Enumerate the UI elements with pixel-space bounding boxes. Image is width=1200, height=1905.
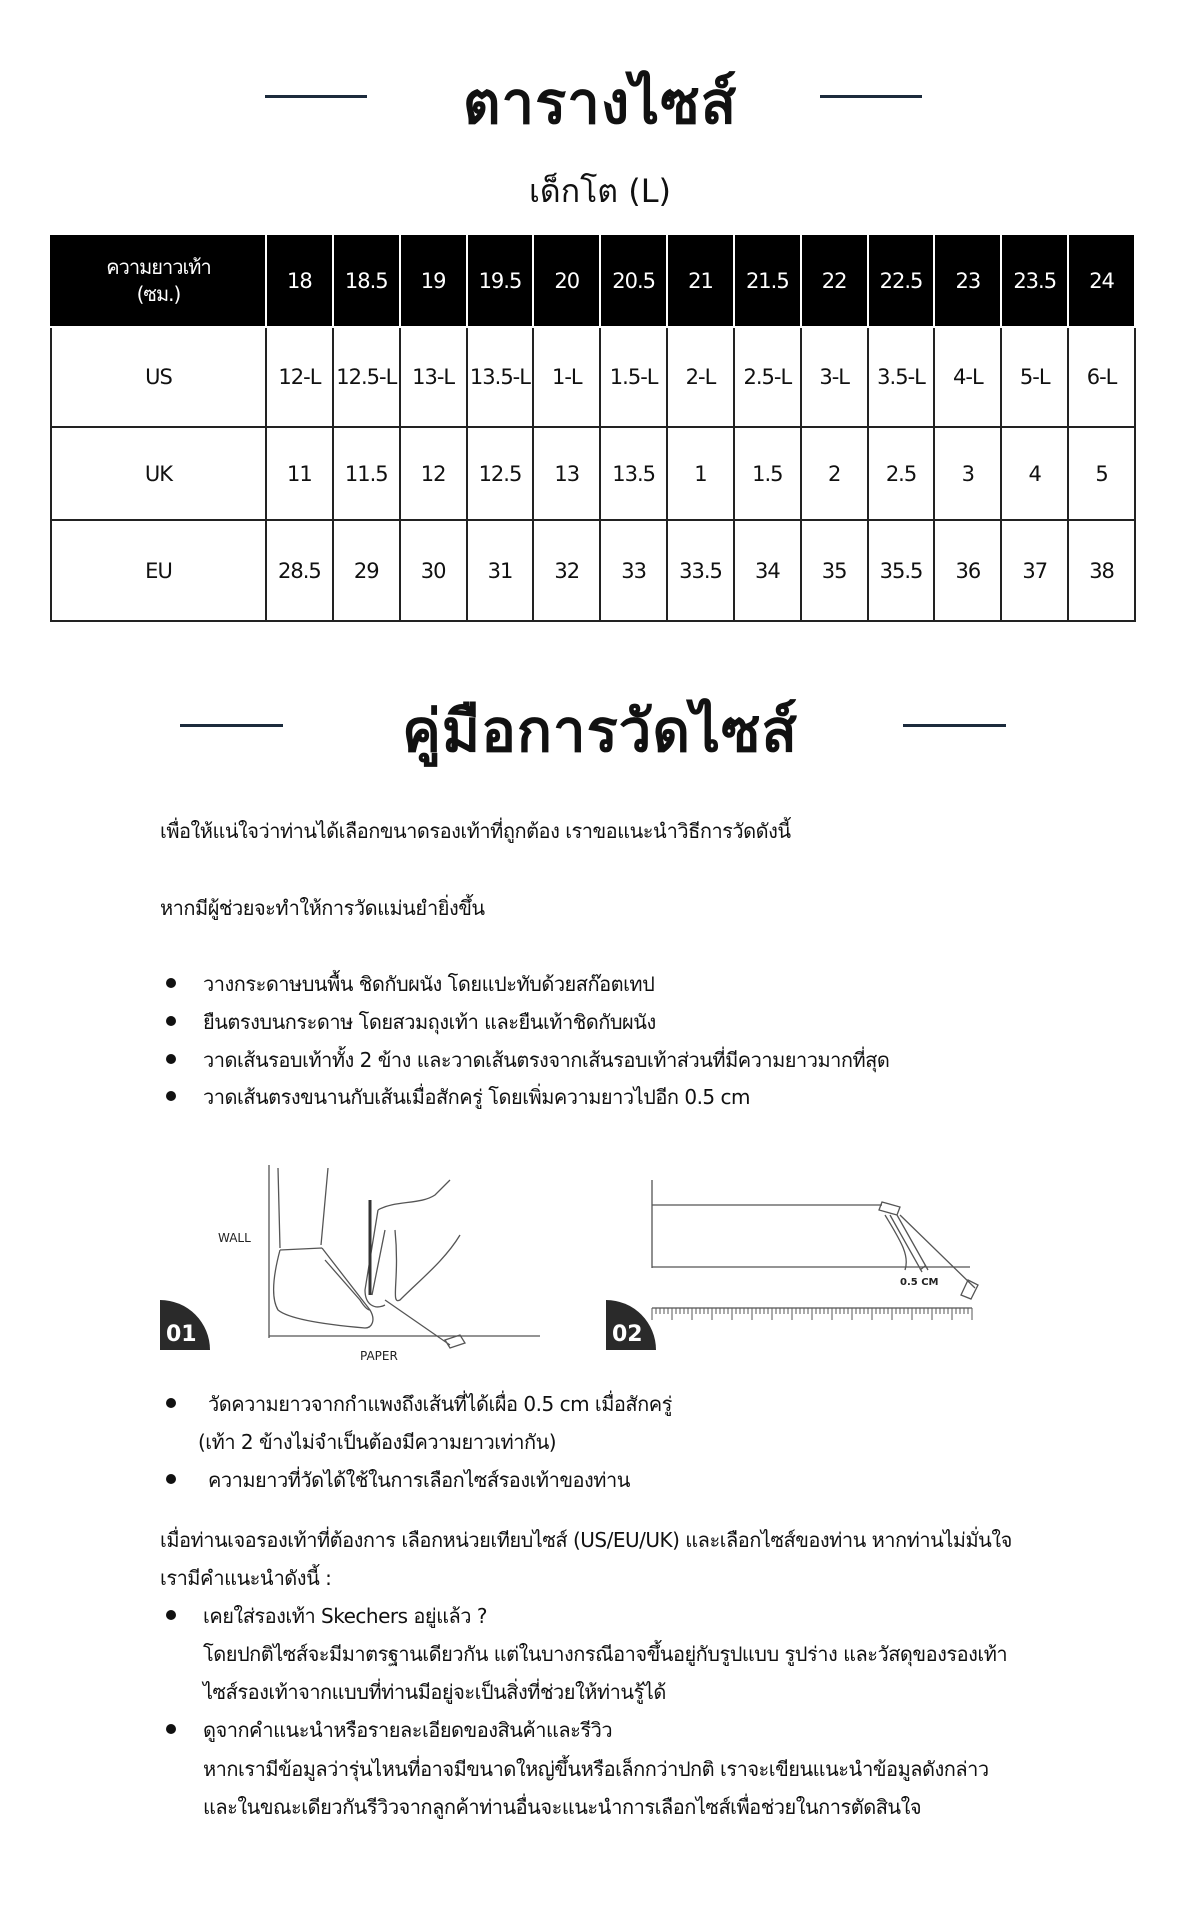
wall-label: WALL bbox=[218, 1231, 251, 1245]
table-row-uk bbox=[51, 427, 1135, 520]
tip-heading: เคยใส่รองเท้า Skechers อยู่แล้ว ? bbox=[203, 1604, 487, 1628]
size-cell: 4-L bbox=[934, 327, 1001, 427]
length-cell: 18 bbox=[266, 234, 333, 327]
table-header-row bbox=[51, 234, 1135, 327]
size-cell: 37 bbox=[1001, 520, 1068, 621]
size-cell: 36 bbox=[934, 520, 1001, 621]
selection-intro-line2: เรามีคำแนะนำดังนี้ : bbox=[160, 1566, 332, 1590]
header-label-line1: ความยาวเท้า bbox=[106, 254, 211, 279]
selection-intro-line1: เมื่อท่านเจอรองเท้าที่ต้องการ เลือกหน่วยเทียบไซส์ (US/EU/UK) และเลือกไซส์ของท่าน หากท่านไม่มั่นใจ bbox=[160, 1528, 1012, 1552]
size-cell: 1 bbox=[667, 427, 734, 520]
size-cell: 4 bbox=[1001, 427, 1068, 520]
bullet-icon bbox=[166, 978, 176, 988]
measure-step-item: ความยาวที่วัดได้ใช้ในการเลือกไซส์รองเท้าของท่าน bbox=[208, 1468, 630, 1492]
step-item: วางกระดาษบนพื้น ชิดกับผนัง โดยแปะทับด้วยสก๊อตเทป bbox=[203, 972, 655, 996]
size-cell: 12.5-L bbox=[333, 327, 400, 427]
size-cell: 33 bbox=[600, 520, 667, 621]
row-label: UK bbox=[51, 427, 266, 520]
length-cell: 22.5 bbox=[868, 234, 935, 327]
paper-label: PAPER bbox=[360, 1349, 398, 1363]
header-label bbox=[51, 234, 266, 327]
tip-heading: ดูจากคำแนะนำหรือรายละเอียดของสินค้าและรีวิว bbox=[203, 1718, 613, 1742]
size-cell: 13.5 bbox=[600, 427, 667, 520]
size-cell: 35 bbox=[801, 520, 868, 621]
size-cell: 3-L bbox=[801, 327, 868, 427]
length-cell: 19 bbox=[400, 234, 467, 327]
bullet-icon bbox=[166, 1016, 176, 1026]
title-rule-right bbox=[820, 95, 922, 98]
length-cell: 20.5 bbox=[600, 234, 667, 327]
size-cell: 2.5-L bbox=[734, 327, 801, 427]
row-label: US bbox=[51, 327, 266, 427]
size-cell: 35.5 bbox=[868, 520, 935, 621]
size-cell: 5-L bbox=[1001, 327, 1068, 427]
bullet-icon bbox=[166, 1091, 176, 1101]
size-cell: 2 bbox=[801, 427, 868, 520]
size-cell: 31 bbox=[467, 520, 534, 621]
size-cell: 30 bbox=[400, 520, 467, 621]
step-item: ยืนตรงบนกระดาษ โดยสวมถุงเท้า และยืนเท้าชิดกับผนัง bbox=[203, 1010, 656, 1034]
measure-label: 0.5 CM bbox=[900, 1277, 939, 1288]
length-cell: 22 bbox=[801, 234, 868, 327]
measure-step-note: (เท้า 2 ข้างไม่จำเป็นต้องมีความยาวเท่ากัน) bbox=[198, 1430, 557, 1454]
size-cell: 5 bbox=[1068, 427, 1135, 520]
tip-text: หากเรามีข้อมูลว่ารุ่นไหนที่อาจมีขนาดใหญ่ขึ้นหรือเล็กกว่าปกติ เราจะเขียนแนะนำข้อมูลดังกล่าว bbox=[203, 1757, 989, 1781]
size-table bbox=[50, 233, 1136, 622]
length-cell: 20 bbox=[533, 234, 600, 327]
size-cell: 12 bbox=[400, 427, 467, 520]
bullet-icon bbox=[166, 1398, 176, 1408]
table-row-eu bbox=[51, 520, 1135, 621]
size-cell: 13.5-L bbox=[467, 327, 534, 427]
bullet-icon bbox=[166, 1724, 176, 1734]
size-cell: 2-L bbox=[667, 327, 734, 427]
step-item: วาดเส้นตรงขนานกับเส้นเมื่อสักครู่ โดยเพิ่มความยาวไปอีก 0.5 cm bbox=[203, 1085, 750, 1109]
size-cell: 34 bbox=[734, 520, 801, 621]
table-row-us bbox=[51, 327, 1135, 427]
bullet-icon bbox=[166, 1054, 176, 1064]
size-cell: 3 bbox=[934, 427, 1001, 520]
size-cell: 3.5-L bbox=[868, 327, 935, 427]
header-label-line2: (ซม.) bbox=[136, 281, 181, 306]
tip-text: และในขณะเดียวกันรีวิวจากลูกค้าท่านอื่นจะแนะนำการเลือกไซส์เพื่อช่วยในการตัดสินใจ bbox=[203, 1795, 922, 1819]
size-cell: 29 bbox=[333, 520, 400, 621]
bullet-icon bbox=[166, 1610, 176, 1620]
helper-note: หากมีผู้ช่วยจะทำให้การวัดแม่นยำยิ่งขึ้น bbox=[160, 896, 485, 920]
illustration-foot-on-paper bbox=[160, 1160, 550, 1365]
size-cell: 12-L bbox=[266, 327, 333, 427]
bullet-icon bbox=[166, 1474, 176, 1484]
length-cell: 21.5 bbox=[734, 234, 801, 327]
size-cell: 1.5 bbox=[734, 427, 801, 520]
size-cell: 6-L bbox=[1068, 327, 1135, 427]
step-item: วาดเส้นรอบเท้าทั้ง 2 ข้าง และวาดเส้นตรงจากเส้นรอบเท้าส่วนที่มีความยาวมากที่สุด bbox=[203, 1048, 890, 1072]
guide-rule-right bbox=[903, 724, 1006, 727]
length-cell: 19.5 bbox=[467, 234, 534, 327]
step-number: 01 bbox=[166, 1322, 197, 1347]
chart-subtitle: เด็กโต (L) bbox=[528, 172, 672, 210]
length-cell: 24 bbox=[1068, 234, 1135, 327]
guide-intro: เพื่อให้แน่ใจว่าท่านได้เลือกขนาดรองเท้าที่ถูกต้อง เราขอแนะนำวิธีการวัดดังนี้ bbox=[160, 819, 791, 843]
length-cell: 23 bbox=[934, 234, 1001, 327]
size-cell: 11 bbox=[266, 427, 333, 520]
length-cell: 18.5 bbox=[333, 234, 400, 327]
length-cell: 21 bbox=[667, 234, 734, 327]
size-cell: 12.5 bbox=[467, 427, 534, 520]
size-cell: 33.5 bbox=[667, 520, 734, 621]
illustration-measure-line bbox=[620, 1160, 1030, 1325]
size-cell: 13-L bbox=[400, 327, 467, 427]
tip-text: โดยปกติไซส์จะมีมาตรฐานเดียวกัน แต่ในบางกรณีอาจขึ้นอยู่กับรูปแบบ รูปร่าง และวัสดุของรองเท้า bbox=[203, 1642, 1008, 1666]
size-cell: 32 bbox=[533, 520, 600, 621]
measure-step-item: วัดความยาวจากกำแพงถึงเส้นที่ได้เผื่อ 0.5 cm เมื่อสักครู่ bbox=[208, 1392, 672, 1416]
size-cell: 11.5 bbox=[333, 427, 400, 520]
size-cell: 1-L bbox=[533, 327, 600, 427]
size-cell: 38 bbox=[1068, 520, 1135, 621]
guide-title: คู่มือการวัดไซส์ bbox=[402, 697, 798, 765]
step-number: 02 bbox=[612, 1322, 643, 1347]
size-cell: 28.5 bbox=[266, 520, 333, 621]
length-cell: 23.5 bbox=[1001, 234, 1068, 327]
size-cell: 1.5-L bbox=[600, 327, 667, 427]
page-title: ตารางไซส์ bbox=[462, 69, 738, 137]
size-cell: 2.5 bbox=[868, 427, 935, 520]
tip-text: ไซส์รองเท้าจากแบบที่ท่านมีอยู่จะเป็นสิ่งที่ช่วยให้ท่านรู้ได้ bbox=[203, 1680, 666, 1704]
row-label: EU bbox=[51, 520, 266, 621]
size-cell: 13 bbox=[533, 427, 600, 520]
